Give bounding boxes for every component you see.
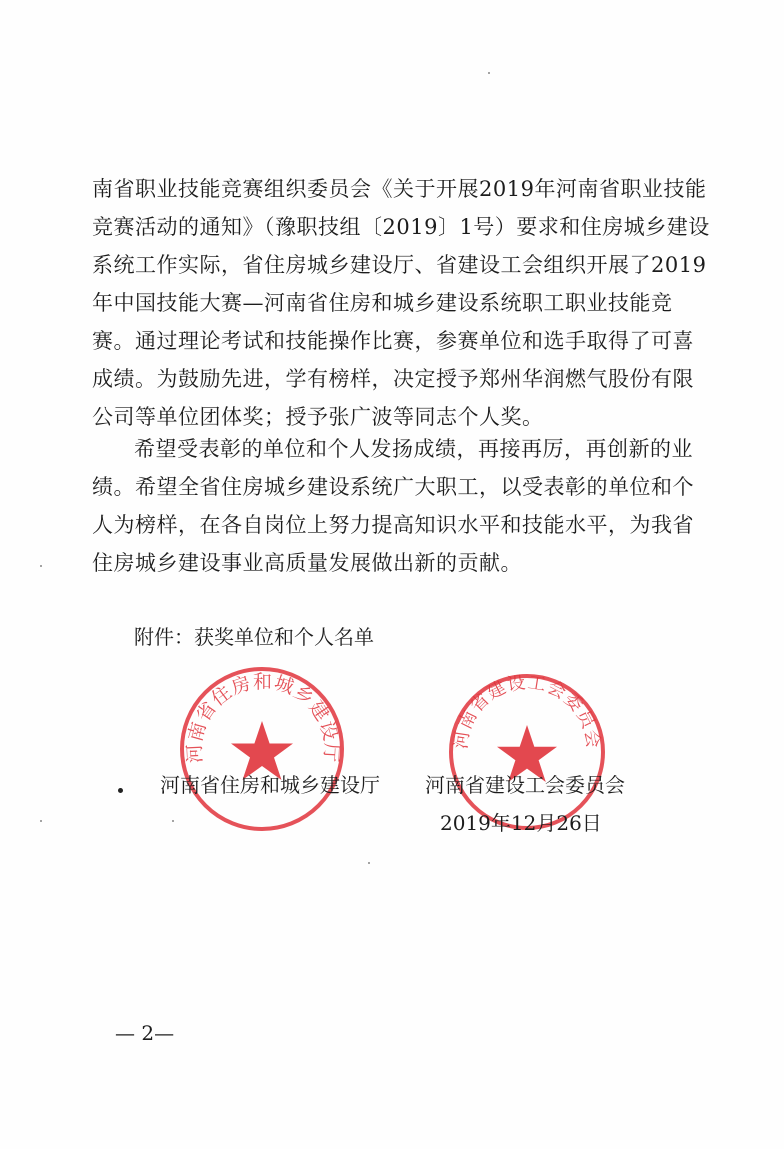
body-line: 成绩。为鼓励先进，学有榜样，决定授予郑州华润燃气股份有限 <box>92 367 694 391</box>
body-line: 竞赛活动的通知》（豫职技组〔2019〕1号）要求和住房城乡建设 <box>92 215 710 239</box>
signature-date: 2019年12月26日 <box>440 811 602 835</box>
scan-speck <box>488 72 490 74</box>
body-line: 系统工作实际，省住房城乡建设厅、省建设工会组织开展了2019 <box>92 253 707 277</box>
body-paragraph <box>92 170 710 436</box>
closing-line: 希望受表彰的单位和个人发扬成绩，再接再厉，再创新的业 <box>134 437 693 461</box>
closing-line: 住房城乡建设事业高质量发展做出新的贡献。 <box>92 551 522 575</box>
signature-org-union: 河南省建设工会委员会 <box>425 773 625 797</box>
scan-speck <box>40 565 42 567</box>
svg-text:河南省建设工会委员会: 河南省建设工会委员会 <box>450 672 604 751</box>
signature-org-housing: 河南省住房和城乡建设厅 <box>160 773 380 797</box>
svg-text:河南省住房和城乡建设厅: 河南省住房和城乡建设厅 <box>183 670 343 764</box>
scan-speck <box>368 862 370 864</box>
body-line: 公司等单位团体奖；授予张广波等同志个人奖。 <box>92 405 544 429</box>
body-line: 南省职业技能竞赛组织委员会《关于开展2019年河南省职业技能 <box>92 177 707 201</box>
closing-line: 绩。希望全省住房城乡建设系统广大职工，以受表彰的单位和个 <box>92 475 694 499</box>
official-seal-housing-department <box>178 665 346 833</box>
scan-mark <box>118 788 123 793</box>
page-number: — 2— <box>115 1021 175 1045</box>
closing-line: 人为榜样，在各自岗位上努力提高知识水平和技能水平，为我省 <box>92 513 694 537</box>
scan-speck <box>40 820 42 822</box>
closing-paragraph <box>92 430 692 582</box>
body-line: 年中国技能大赛—河南省住房和城乡建设系统职工职业技能竞 <box>92 291 673 315</box>
scan-speck <box>172 820 174 822</box>
attachment-note: 附件：获奖单位和个人名单 <box>134 625 374 649</box>
body-line: 赛。通过理论考试和技能操作比赛，参赛单位和选手取得了可喜 <box>92 329 694 353</box>
